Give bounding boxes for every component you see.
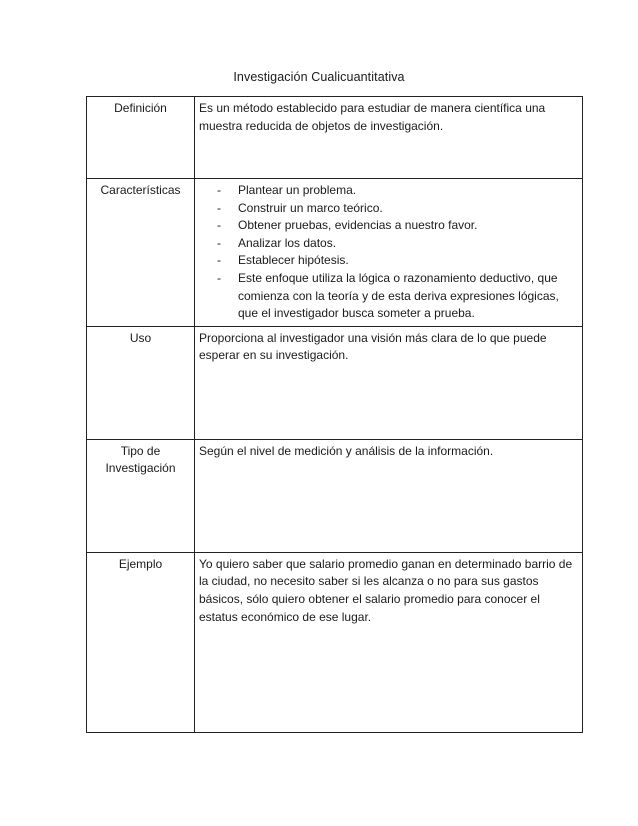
- list-item: - Establecer hipótesis.: [217, 252, 578, 270]
- document-title: Investigación Cualicuantitativa: [233, 70, 405, 84]
- caracteristicas-list: [199, 182, 578, 323]
- row-ejemplo: [87, 552, 583, 732]
- label-tipo-line1: Tipo de: [120, 443, 161, 458]
- label-tipo: [87, 439, 195, 552]
- content-ejemplo: Yo quiero saber que salario promedio ganan en determinado barrio de la ciudad, no necesito saber si les alcanza o no para sus gastos básicos, sólo quiero obtener el salario promedio para conocer el estatus económico de ese lugar.: [195, 552, 583, 732]
- row-tipo: [87, 439, 583, 552]
- label-uso: Uso: [87, 326, 195, 439]
- list-item: - Obtener pruebas, evidencias a nuestro favor.: [217, 217, 578, 235]
- list-item: - Este enfoque utiliza la lógica o razonamiento deductivo, que comienza con la teoría y de esta deriva expresiones lógicas, que el investigador busca someter a prueba.: [217, 270, 578, 323]
- list-item: - Plantear un problema.: [217, 182, 578, 200]
- row-definicion: [87, 97, 583, 179]
- content-uso: Proporciona al investigador una visión más clara de lo que puede esperar en su investigación.: [195, 326, 583, 439]
- label-caracteristicas: Características: [87, 179, 195, 327]
- label-definicion: Definición: [87, 97, 195, 179]
- content-tipo: Según el nivel de medición y análisis de la información.: [195, 439, 583, 552]
- definition-table: [86, 96, 583, 733]
- content-caracteristicas: [195, 179, 583, 327]
- list-item: - Construir un marco teórico.: [217, 200, 578, 218]
- row-caracteristicas: [87, 179, 583, 327]
- content-definicion: Es un método establecido para estudiar de manera científica una muestra reducida de objetos de investigación.: [195, 97, 583, 179]
- list-item: - Analizar los datos.: [217, 235, 578, 253]
- label-ejemplo: Ejemplo: [87, 552, 195, 732]
- row-uso: [87, 326, 583, 439]
- label-tipo-line2: Investigación: [105, 461, 176, 476]
